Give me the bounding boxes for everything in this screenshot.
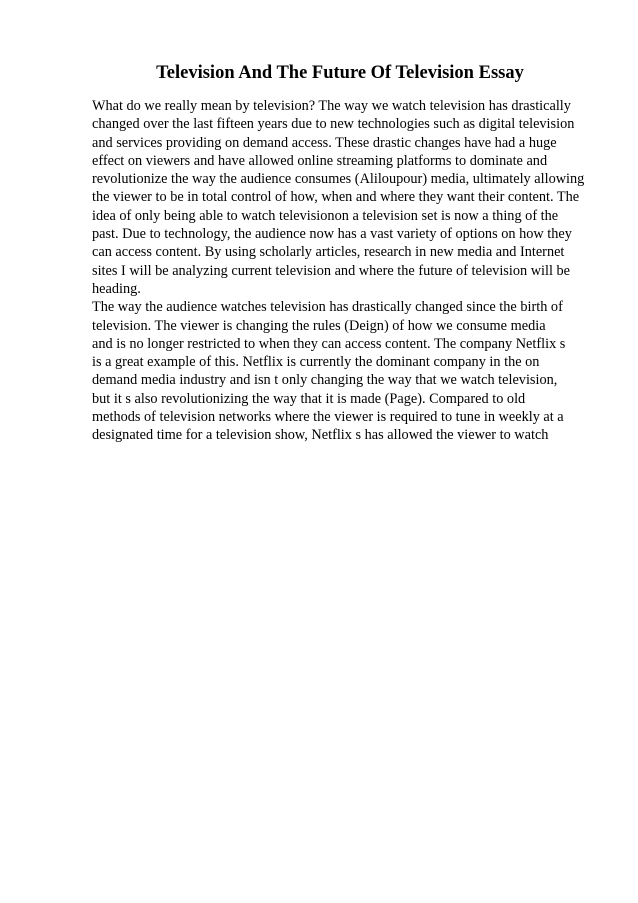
text-line: and services providing on demand access. These drastic changes have had a huge	[92, 134, 557, 151]
text-line: and is no longer restricted to when they can access content. The company Netflix s	[92, 335, 566, 352]
text-line: television. The viewer is changing the rules (Deign) of how we consume media	[92, 317, 546, 334]
text-line: the viewer to be in total control of how, when and where they want their content. The	[92, 189, 580, 206]
text-line: demand media industry and isn t only changing the way that we watch television,	[92, 372, 558, 389]
text-line: but it s also revolutionizing the way that it is made (Page). Compared to old	[92, 390, 526, 407]
text-line: The way the audience watches television has drastically changed since the birth of	[92, 299, 563, 316]
text-line: sites I will be analyzing current television and where the future of television will be	[92, 262, 571, 279]
text-line: What do we really mean by television? The way we watch television has drastically	[92, 98, 571, 114]
text-line: idea of only being able to watch televisionon a television set is now a thing of the	[92, 207, 559, 224]
text-line: heading.	[92, 280, 141, 297]
text-line: changed over the last fifteen years due to new technologies such as digital television	[92, 116, 575, 133]
text-line: methods of television networks where the viewer is required to tune in weekly at a	[92, 409, 564, 426]
document-title: Television And The Future Of Television Essay	[156, 63, 524, 83]
text-line: revolutionize the way the audience consumes (Aliloupour) media, ultimately allowing	[92, 171, 585, 188]
text-line: designated time for a television show, Netflix s has allowed the viewer to watch	[92, 427, 549, 444]
text-line: is a great example of this. Netflix is currently the dominant company in the on	[92, 354, 540, 371]
essay-body	[92, 97, 602, 445]
text-line: past. Due to technology, the audience now has a vast variety of options on how they	[92, 226, 572, 243]
text-line: can access content. By using scholarly articles, research in new media and Internet	[92, 244, 565, 261]
text-line: effect on viewers and have allowed online streaming platforms to dominate and	[92, 152, 548, 169]
